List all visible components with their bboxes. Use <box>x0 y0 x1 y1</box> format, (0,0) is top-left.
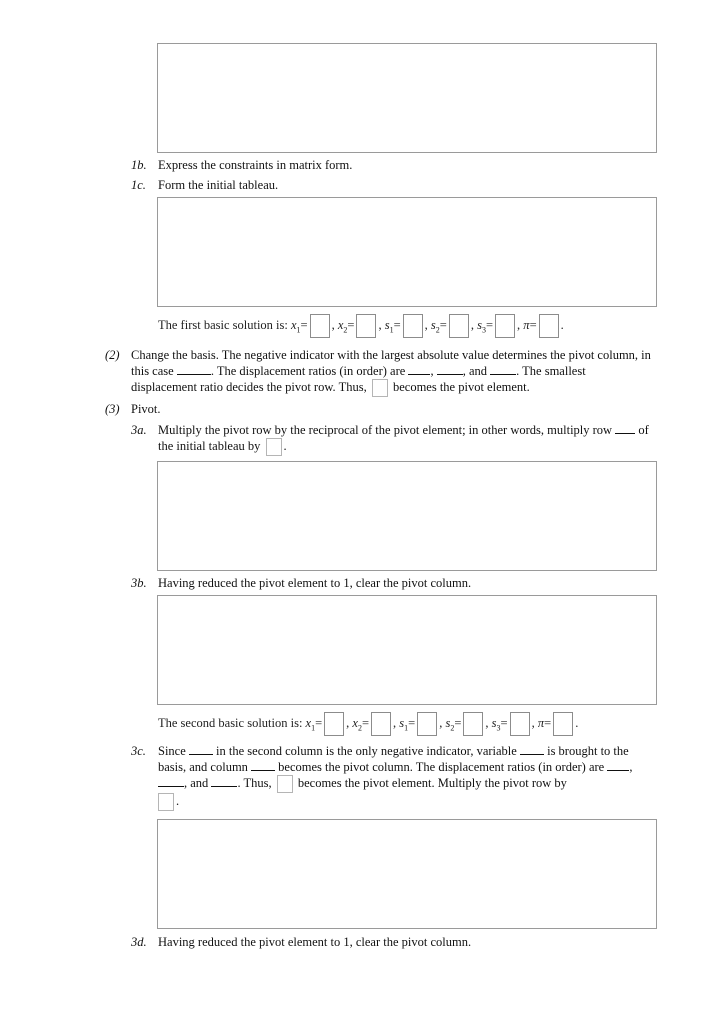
x1-input-2[interactable] <box>324 712 344 736</box>
ratio2-blank-2[interactable] <box>158 775 184 787</box>
ratio-blank-1[interactable] <box>408 363 430 375</box>
var-pi: π <box>537 715 545 730</box>
column-blank[interactable] <box>251 759 275 771</box>
s3-input-2[interactable] <box>510 712 530 736</box>
sub-2: 2 <box>450 723 455 733</box>
equals: = <box>529 317 537 332</box>
pivot-column-blank[interactable] <box>177 363 211 375</box>
and-text: , and <box>462 364 487 378</box>
sep: , <box>393 715 397 730</box>
comma: , <box>430 364 434 378</box>
and-text: , and <box>184 776 209 790</box>
step2-text-4: becomes the pivot element. <box>392 380 530 394</box>
sub-1: 1 <box>389 325 394 335</box>
ratio-blank-3[interactable] <box>490 363 516 375</box>
x2-input-2[interactable] <box>371 712 391 736</box>
item3c-text-5: . Thus, <box>237 776 272 790</box>
step-2-text <box>131 347 651 397</box>
ratio2-blank-3[interactable] <box>211 775 237 787</box>
item3a-text-2: of the initial tableau by <box>158 423 649 453</box>
s1-input-2[interactable] <box>417 712 437 736</box>
equals: = <box>454 715 462 730</box>
s1-input[interactable] <box>403 314 423 338</box>
s2-input-2[interactable] <box>463 712 483 736</box>
step2-text-3: . The smallest displacement ratio decides the pivot row. Thus, <box>131 364 586 394</box>
answer-box-3a[interactable] <box>157 461 657 571</box>
period: . <box>176 794 180 809</box>
sub-2: 2 <box>435 325 440 335</box>
sep: , <box>485 715 489 730</box>
equals: = <box>300 317 308 332</box>
var-pi: π <box>523 317 530 332</box>
sep: , <box>531 715 535 730</box>
step2-text-1: Change the basis. The negative indicator with the largest absolute value determines the pivot column, in this case <box>131 348 651 378</box>
row-number-blank[interactable] <box>615 422 635 434</box>
var-s3: s <box>477 317 482 332</box>
first-basic-solution-row <box>158 314 564 338</box>
period: . <box>283 439 287 453</box>
item3c-text-6: becomes the pivot element. Multiply the pivot row by <box>297 776 567 790</box>
item-number-1c: 1c. <box>131 178 146 192</box>
s3-input[interactable] <box>495 314 515 338</box>
var-x1: x <box>305 715 312 730</box>
item3a-text-1: Multiply the pivot row by the reciprocal of the pivot element; in other words, multiply row <box>158 423 613 437</box>
answer-box-1c[interactable] <box>157 197 657 307</box>
second-basic-solution-row <box>158 712 578 736</box>
sep: , <box>470 317 474 332</box>
var-s2: s <box>445 715 451 730</box>
step2-text-2: . The displacement ratios (in order) are <box>210 364 406 378</box>
item3c-text-3: is brought to the basis, and column <box>158 744 629 774</box>
item3c-text-4: becomes the pivot column. The displacement ratios (in order) are <box>278 760 605 774</box>
item3c-text-1: Since <box>158 744 186 758</box>
sub-3: 3 <box>481 325 486 335</box>
var-s1: s <box>399 715 405 730</box>
step-3-text: Pivot. <box>131 402 161 416</box>
step-number-3: (3) <box>105 402 120 416</box>
equals: = <box>544 715 552 730</box>
reciprocal-input[interactable] <box>266 438 282 456</box>
item-number-3a: 3a. <box>131 423 147 437</box>
equals: = <box>361 715 370 730</box>
var-x1: x <box>290 317 297 332</box>
equals: = <box>500 715 508 730</box>
variable-blank[interactable] <box>520 743 544 755</box>
sub-1: 1 <box>311 723 316 733</box>
sep: , <box>378 317 382 332</box>
equals: = <box>408 715 416 730</box>
equals: = <box>315 715 323 730</box>
answer-box-1a[interactable] <box>157 43 657 153</box>
var-s2: s <box>430 317 436 332</box>
var-x2: x <box>352 715 358 730</box>
first-solution-label: The first basic solution is: <box>158 317 288 332</box>
pivot-element-input-2[interactable] <box>277 775 293 793</box>
ratio2-blank-1[interactable] <box>607 759 629 771</box>
item-text-3b: Having reduced the pivot element to 1, clear the pivot column. <box>158 576 472 590</box>
comma: , <box>629 760 633 774</box>
sub-3: 3 <box>496 723 501 733</box>
equals: = <box>393 317 401 332</box>
item-text-3c <box>158 743 658 811</box>
var-x2: x <box>337 317 344 332</box>
item-number-3b: 3b. <box>131 576 147 590</box>
sep: , <box>346 715 350 730</box>
item-number-1b: 1b. <box>131 158 147 172</box>
sub-1: 1 <box>296 325 301 335</box>
ratio-blank-2[interactable] <box>437 363 463 375</box>
item3c-text-2: in the second column is the only negative indicator, variable <box>216 744 517 758</box>
step-number-2: (2) <box>105 348 120 362</box>
sep: , <box>424 317 428 332</box>
pi-input-2[interactable] <box>553 712 573 736</box>
answer-box-3b[interactable] <box>157 595 657 705</box>
sub-1: 1 <box>404 723 409 733</box>
period: . <box>560 317 564 332</box>
equals: = <box>485 317 494 332</box>
negative-indicator-blank[interactable] <box>189 743 213 755</box>
x1-input[interactable] <box>310 314 330 338</box>
item-text-3d: Having reduced the pivot element to 1, clear the pivot column. <box>158 935 472 949</box>
sub-2: 2 <box>357 723 362 733</box>
multiplier-input[interactable] <box>158 793 174 811</box>
equals: = <box>347 317 355 332</box>
sep: , <box>439 715 443 730</box>
equals: = <box>439 317 447 332</box>
var-s1: s <box>384 317 390 332</box>
sub-2: 2 <box>343 325 348 335</box>
item-number-3c: 3c. <box>131 744 146 758</box>
item-text-3a <box>158 422 658 456</box>
period: . <box>575 715 579 730</box>
s2-input[interactable] <box>449 314 469 338</box>
sep: , <box>517 317 521 332</box>
pivot-element-input[interactable] <box>372 379 388 397</box>
second-solution-label: The second basic solution is: <box>158 715 303 730</box>
item-text-1b: Express the constraints in matrix form. <box>158 158 353 172</box>
item-text-1c: Form the initial tableau. <box>158 178 279 192</box>
x2-input[interactable] <box>356 314 376 338</box>
var-s3: s <box>491 715 497 730</box>
sep: , <box>331 317 335 332</box>
item-number-3d: 3d. <box>131 935 147 949</box>
pi-input[interactable] <box>539 314 559 338</box>
answer-box-3c[interactable] <box>157 819 657 929</box>
